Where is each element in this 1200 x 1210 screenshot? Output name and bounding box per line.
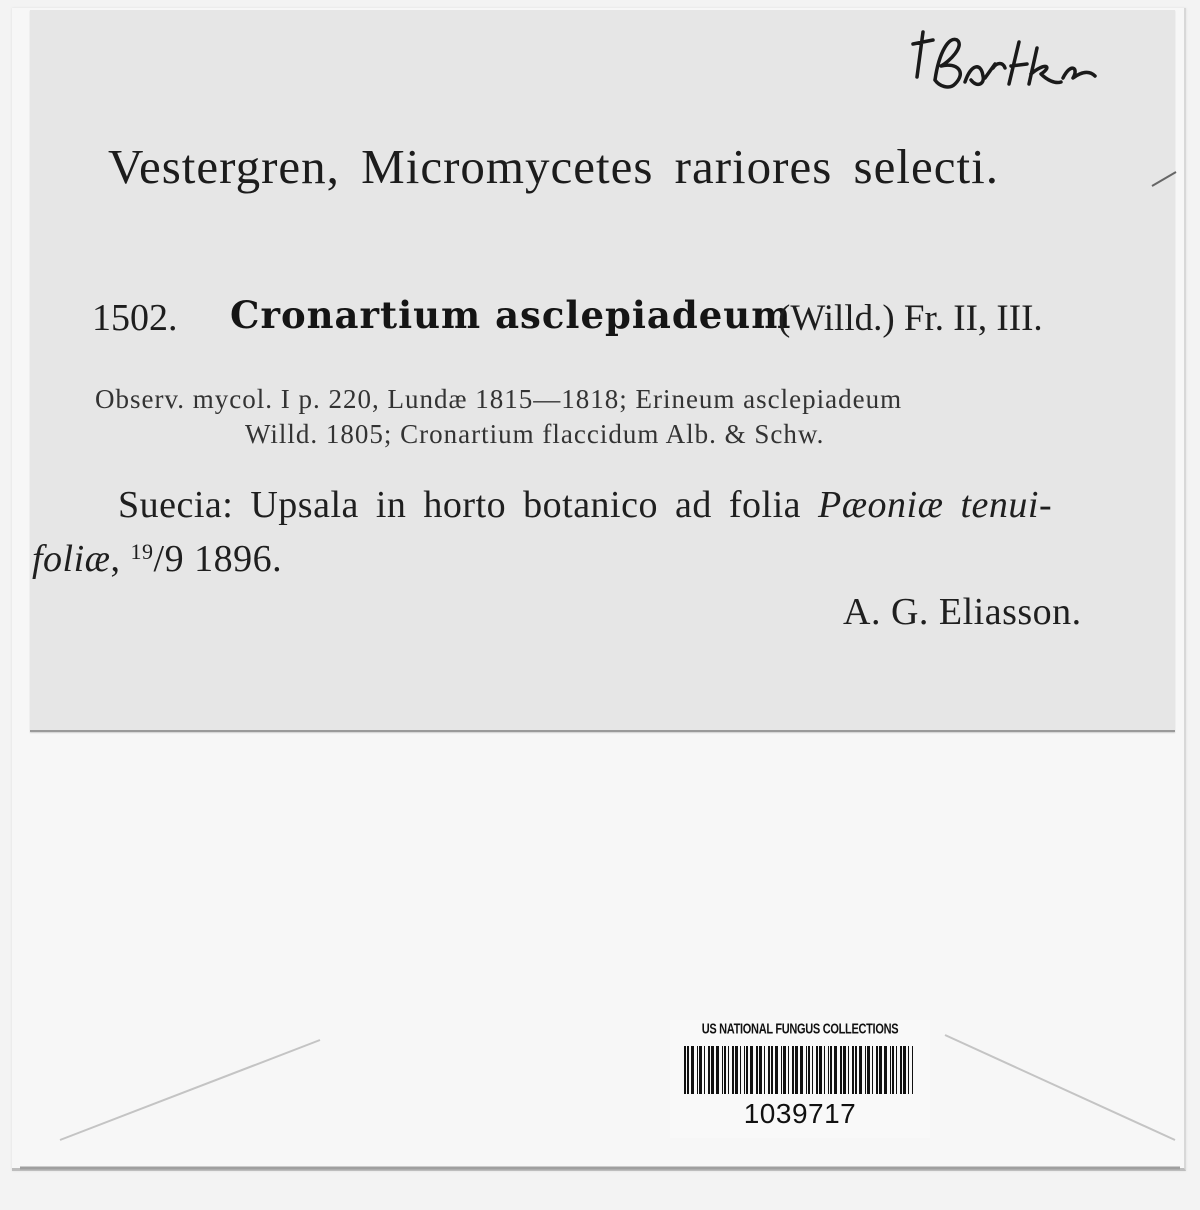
barcode-bar	[724, 1046, 726, 1094]
barcode-bar	[859, 1046, 862, 1094]
barcode-bar	[746, 1046, 748, 1094]
barcode-bar	[808, 1046, 810, 1094]
exsiccata-number: 1502.	[92, 297, 178, 339]
barcode-bar	[840, 1046, 842, 1094]
collection-year: 1896.	[184, 538, 283, 580]
barcode-bar	[704, 1046, 705, 1094]
barcode-bar	[892, 1046, 894, 1094]
reference-line-2: Willd. 1805; Cronartium flaccidum Alb. & Schw.	[245, 419, 825, 449]
barcode-bar	[879, 1046, 882, 1094]
barcode-bar	[735, 1046, 738, 1094]
barcode-bar	[792, 1046, 794, 1094]
barcode-bar	[812, 1046, 813, 1094]
barcode-bar	[764, 1046, 765, 1094]
barcode-bar	[852, 1046, 854, 1094]
host-name-part-1: Pæoniæ tenui-	[818, 484, 1053, 526]
species-name: Cronartium asclepiadeum	[230, 293, 792, 337]
barcode-bar	[795, 1046, 798, 1094]
barcode-bar	[896, 1046, 897, 1094]
reference-line-1: Observ. mycol. I p. 220, Lundæ 1815—1818; Erineum asclepiadeum	[95, 384, 903, 414]
barcode-bar	[816, 1046, 818, 1094]
barcode-bar	[800, 1046, 803, 1094]
barcode-bar	[783, 1046, 786, 1094]
collection-day: 19	[130, 539, 154, 564]
barcode-bar	[775, 1046, 778, 1094]
barcode-bar	[684, 1046, 686, 1094]
barcode-bar	[890, 1046, 891, 1094]
barcode-bar	[722, 1046, 723, 1094]
barcode-bars	[682, 1046, 918, 1096]
barcode-bar	[912, 1046, 913, 1094]
barcode-bar	[884, 1046, 887, 1094]
barcode-bar	[697, 1046, 698, 1094]
barcode-bar	[819, 1046, 822, 1094]
barcode-bar	[716, 1046, 719, 1094]
barcode-label	[670, 1020, 930, 1138]
barcode-bar	[732, 1046, 734, 1094]
label-corner-mark	[1150, 168, 1180, 188]
barcode-bar	[744, 1046, 745, 1094]
barcode-bar	[843, 1046, 846, 1094]
barcode-number: 1039717	[743, 1098, 857, 1129]
locality-text: Suecia: Upsala in horto botanico ad folia	[118, 484, 818, 526]
barcode-bar	[788, 1046, 789, 1094]
barcode-bar	[708, 1046, 710, 1094]
barcode-bar	[834, 1046, 837, 1094]
barcode-bar	[750, 1046, 753, 1094]
barcode-bar	[855, 1046, 857, 1094]
locality-line-1	[118, 483, 1052, 527]
barcode-bar	[740, 1046, 741, 1094]
barcode-bar	[867, 1046, 870, 1094]
barcode-bar	[828, 1046, 829, 1094]
barcode-bar	[768, 1046, 770, 1094]
barcode-header: US NATIONAL FUNGUS COLLECTIONS	[701, 1022, 899, 1038]
barcode-bar	[908, 1046, 909, 1094]
barcode-bar	[687, 1046, 689, 1094]
barcode-bar	[903, 1046, 906, 1094]
host-name-part-2: foliæ	[32, 538, 111, 580]
barcode-bar	[876, 1046, 878, 1094]
barcode-bar	[699, 1046, 702, 1094]
barcode-bar	[848, 1046, 849, 1094]
barcode-bar	[711, 1046, 714, 1094]
barcode-bar	[691, 1046, 694, 1094]
barcode-bar	[756, 1046, 758, 1094]
barcode-bar	[771, 1046, 773, 1094]
barcode-bar	[900, 1046, 902, 1094]
barcode-bar	[728, 1046, 729, 1094]
barcode-bar	[824, 1046, 825, 1094]
species-authority: (Willd.) Fr. II, III.	[778, 298, 1043, 339]
collector-name: A. G. Eliasson.	[843, 591, 1082, 633]
handwritten-annotation	[905, 22, 1125, 102]
barcode-bar	[759, 1046, 762, 1094]
barcode-bar	[830, 1046, 832, 1094]
barcode-bar	[872, 1046, 873, 1094]
locality-line-2	[32, 537, 282, 581]
barcode-bar	[781, 1046, 782, 1094]
barcode-bar	[865, 1046, 866, 1094]
date-separator: ,	[110, 538, 131, 580]
collection-month: /9	[153, 538, 185, 580]
series-title: Vestergren, Micromycetes rariores selecti.	[108, 139, 999, 194]
barcode-bar	[806, 1046, 807, 1094]
